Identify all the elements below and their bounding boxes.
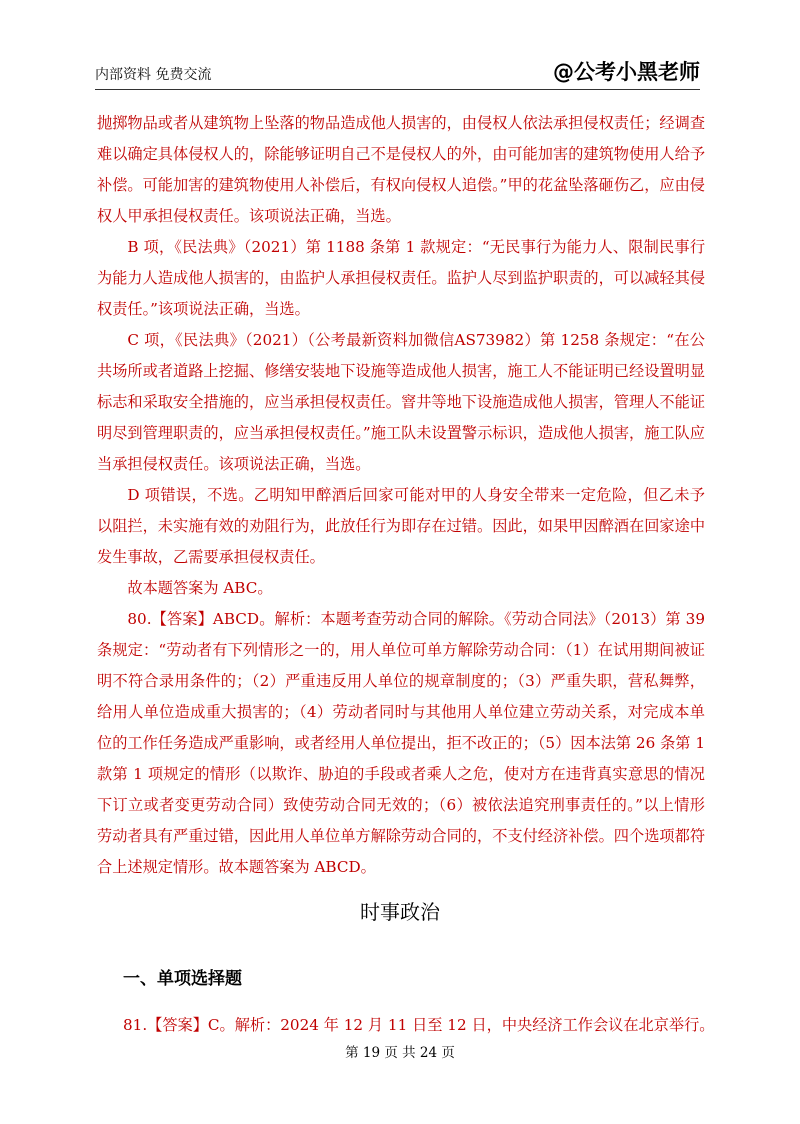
paragraph-continuation: 抛掷物品或者从建筑物上坠落的物品造成他人损害的，由侵权人依法承担侵权责任；经调查难以确定具体侵权人的，除能够证明自己不是侵权人的外，由可能加害的建筑物使用人给予补偿。可能加害的建筑物使用人补偿后，有权向侵权人追偿。”甲的花盆坠落砸伤乙，应由侵权人甲承担侵权责任。该项说法正确，当选。	[97, 114, 705, 225]
paragraph-option-b: B 项，《民法典》（2021）第 1188 条第 1 款规定：“无民事行为能力人、限制民事行为能力人造成他人损害的，由监护人承担侵权责任。监护人尽到监护职责的，可以减轻其侵权责任。”该项说法正确，当选。	[97, 238, 705, 318]
paragraph-option-d: D 项错误，不选。乙明知甲醉酒后回家可能对甲的人身安全带来一定危险，但乙未予以阻拦，未实施有效的劝阻行为，此放任行为即存在过错。因此，如果甲因醉酒在回家途中发生事故，乙需要承担侵权责任。	[97, 486, 705, 566]
paragraph-option-c: C 项，《民法典》（2021）（公考最新资料加微信AS73982）第 1258 条规定：“在公共场所或者道路上挖掘、修缮安装地下设施等造成他人损害，施工人不能证明已经设置明显标志和采取安全措施的，应当承担侵权责任。窨井等地下设施造成他人损害，管理人不能证明尽到管理职责的，应当承担侵权责任。”施工队未设置警示标识，造成他人损害，施工队应当承担侵权责任。该项说法正确，当选。	[97, 331, 705, 473]
header-divider	[95, 89, 700, 90]
section-title: 时事政治	[360, 900, 440, 924]
page-header	[95, 58, 700, 88]
header-left-label: 内部资料 免费交流	[95, 67, 212, 83]
paragraph-question-81: 81.【答案】C。解析：2024 年 12 月 11 日至 12 日，中央经济工作会议在北京举行。	[123, 1016, 715, 1034]
section-heading: 一、单项选择题	[123, 969, 242, 989]
header-author-label: @公考小黑老师	[553, 60, 700, 84]
page-footer: 第 19 页 共 24 页	[345, 1045, 455, 1061]
paragraph-question-80: 80.【答案】ABCD。解析：本题考查劳动合同的解除。《劳动合同法》（2013）第 39 条规定：“劳动者有下列情形之一的，用人单位可单方解除劳动合同：（1）在试用期间被证明不符合录用条件的；（2）严重违反用人单位的规章制度的；（3）严重失职，营私舞弊，给用人单位造成重大损害的；（4）劳动者同时与其他用人单位建立劳动关系，对完成本单位的工作任务造成严重影响，或者经用人单位提出，拒不改正的；（5）因本法第 26 条第 1 款第 1 项规定的情形（以欺诈、胁迫的手段或者乘人之危，使对方在违背真实意思的情况下订立或者变更劳动合同）致使劳动合同无效的；（6）被依法追究刑事责任的。”以上情形劳动者具有严重过错，因此用人单位单方解除劳动合同的，不支付经济补偿。四个选项都符合上述规定情形。故本题答案为 ABCD。	[97, 610, 705, 876]
page-body	[97, 108, 705, 883]
paragraph-answer-summary: 故本题答案为 ABC。	[127, 579, 273, 597]
